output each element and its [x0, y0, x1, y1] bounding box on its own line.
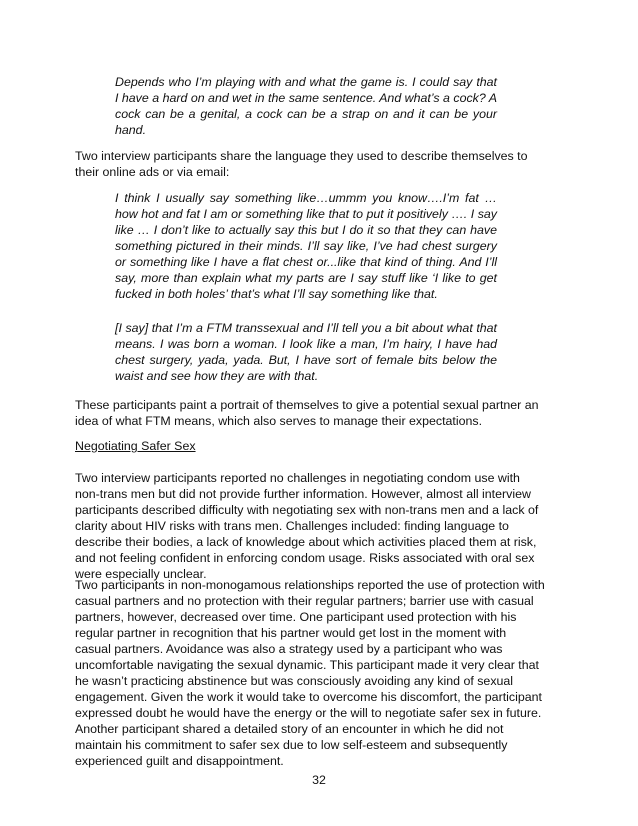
- page-number: 32: [312, 773, 326, 787]
- paragraph-protection: Two participants in non-monogamous relationships reported the use of protection with casual partners and no protection with their regular partners; barrier use with casual partners, however, decreased over time. One participant used protection with his regular partner in recognition that his partner would get lost in the moment with casual partners. Avoidance was also a strategy used by a participant who was uncomfortable navigating the sexual dynamic. This participant made it very clear that he wasn’t practicing abstinence but was consciously avoiding any kind of sexual engagement. Given the work it would take to overcome his discomfort, the participant expressed doubt he would have the energy or the will to negotiate safer sex in future. Another participant shared a detailed story of an encounter in which he did not maintain his commitment to safer sex due to low self-esteem and subsequently experienced guilt and disappointment.: [75, 578, 545, 768]
- block-quote-2: I think I usually say something like…ummm you know….I’m fat … how hot and fat I am or something like that to put it positively …. I say like … I don’t like to actually say this but I do it so that they can have something pictured in their minds. I’ll say like, I’ve had chest surgery or something like I have a flat chest or...like that kind of thing. And I’ll say, more than explain what my parts are I say stuff like ‘I like to get fucked in both holes’ that’s what I’ll say something like that.: [115, 191, 497, 301]
- paragraph-portrait: These participants paint a portrait of themselves to give a potential sexual partner an idea of what FTM means, which also serves to manage their expectations.: [75, 398, 539, 428]
- paragraph-intro: Two interview participants share the language they used to describe themselves to their online ads or via email:: [75, 149, 528, 179]
- block-quote-1: Depends who I’m playing with and what the game is. I could say that I have a hard on and wet in the same sentence. And what’s a cock? A cock can be a genital, a cock can be a strap on and it can be your hand.: [115, 75, 497, 137]
- block-quote-3: [I say] that I’m a FTM transsexual and I’ll tell you a bit about what that means. I was born a woman. I look like a man, I’m hairy, I have had chest surgery, yada, yada. But, I have sort of female bits below the waist and see how they are with that.: [115, 321, 497, 383]
- section-heading: Negotiating Safer Sex: [75, 439, 196, 453]
- paragraph-challenges: Two interview participants reported no challenges in negotiating condom use with non-trans men but did not provide further information. However, almost all interview participants described difficulty with negotiating sex with non-trans men and a lack of clarity about HIV risks with trans men. Challenges included: finding language to describe their bodies, a lack of knowledge about which activities placed them at risk, and not feeling confident in enforcing condom usage. Risks associated with oral sex were especially unclear.: [75, 471, 539, 581]
